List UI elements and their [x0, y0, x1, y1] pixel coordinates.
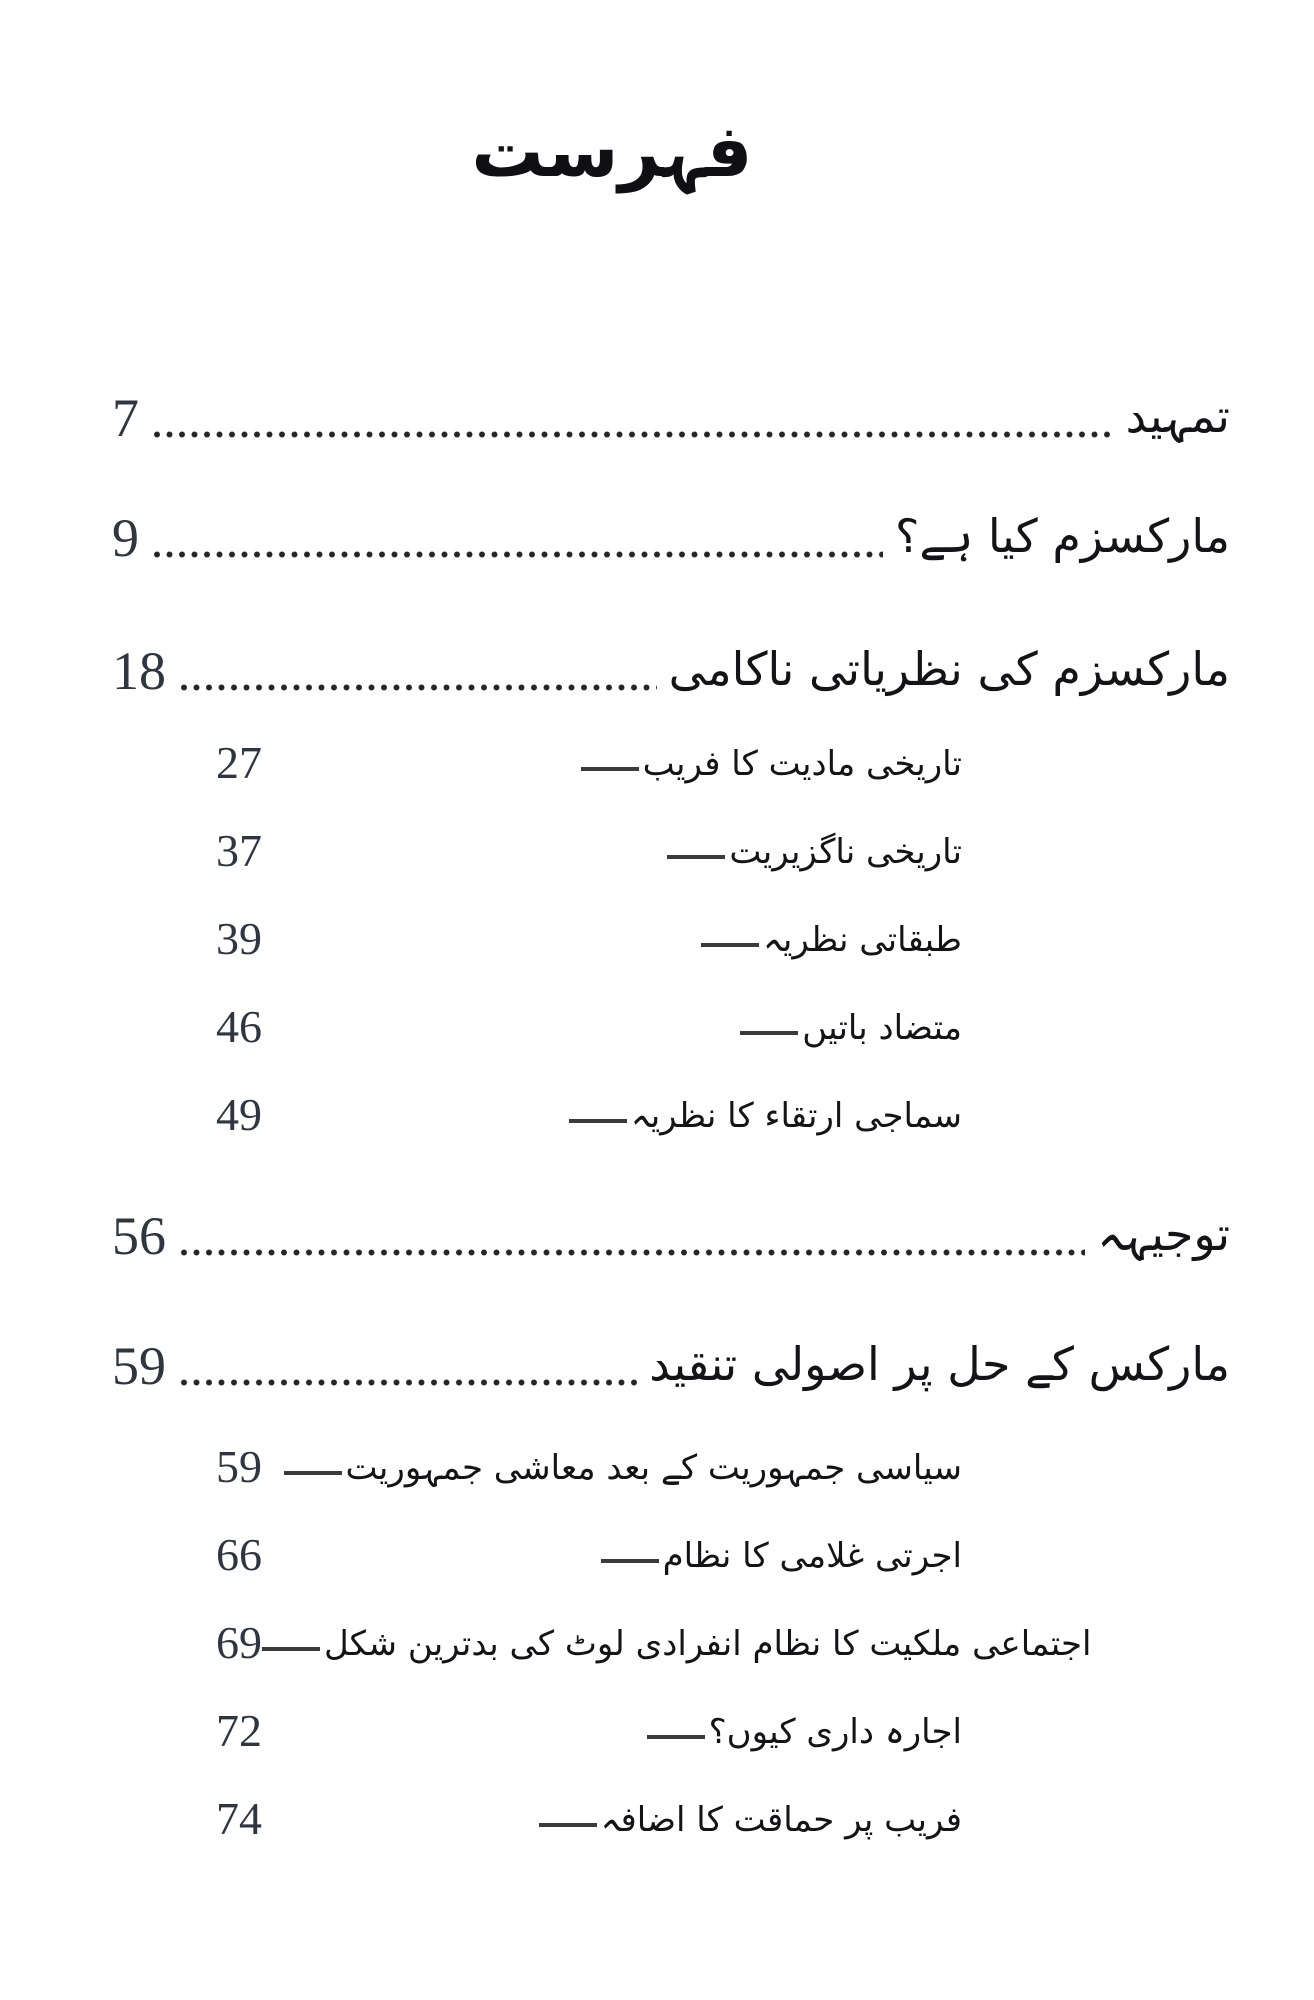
toc-page-number: 7: [112, 388, 139, 448]
toc-entry-label: مارکسزم کی نظریاتی ناکامی: [668, 641, 1230, 696]
toc-entry: [112, 325, 1230, 448]
toc-page-number: 72: [216, 1705, 262, 1756]
toc-entry: [112, 1143, 1230, 1266]
toc-subentry: [112, 1050, 1230, 1138]
toc-subentry: [112, 1578, 1230, 1666]
toc-entry-label: فریب پر حماقت کا اضافہ: [600, 1799, 962, 1840]
toc-subentry: [112, 698, 1230, 786]
toc-subentry: [112, 874, 1230, 962]
toc-page-number: 59: [216, 1441, 262, 1492]
toc-page-number: 18: [112, 641, 166, 701]
dash-marker: [667, 855, 725, 859]
toc-entry-label: توجیہہ: [1097, 1206, 1230, 1261]
toc-page-number: 56: [112, 1206, 166, 1266]
toc-entry-label: تاریخی ناگزیریت: [729, 831, 962, 872]
toc-entry-label: تاریخی مادیت کا فریب: [642, 743, 962, 784]
toc-subentry: [112, 1402, 1230, 1490]
dash-marker: [701, 943, 759, 947]
toc-entry: [112, 1273, 1230, 1396]
toc-entry-label: متضاد باتیں: [802, 1007, 962, 1048]
toc-subentry: [112, 786, 1230, 874]
toc-page-number: 27: [216, 737, 262, 788]
toc-page-number: 37: [216, 825, 262, 876]
toc-entry: [112, 445, 1230, 568]
toc-page-number: 39: [216, 913, 262, 964]
page-title: فہرست: [471, 109, 753, 193]
dash-marker: [601, 1559, 659, 1563]
toc-page-number: 74: [216, 1793, 262, 1844]
toc-page-number: 59: [112, 1336, 166, 1396]
dash-marker: [647, 1735, 705, 1739]
toc-subentry: [112, 1754, 1230, 1842]
dash-marker: [740, 1031, 798, 1035]
toc-subentry: [112, 962, 1230, 1050]
dotted-leader: [180, 683, 657, 692]
toc-page-number: 46: [216, 1001, 262, 1052]
toc-entry-label: طبقاتی نظریہ: [763, 919, 962, 960]
toc-page-number: 9: [112, 508, 139, 568]
dash-marker: [262, 1647, 320, 1651]
toc-entry-label: مارکسزم کیا ہے؟: [894, 508, 1230, 563]
dotted-leader: [180, 1248, 1085, 1257]
toc-entry-label: اجارہ داری کیوں؟: [708, 1711, 962, 1752]
toc-entry: [112, 578, 1230, 701]
dotted-leader: [180, 1378, 637, 1387]
dash-marker: [284, 1471, 342, 1475]
dash-marker: [539, 1823, 597, 1827]
toc-entry-label: اجرتی غلامی کا نظام: [662, 1535, 962, 1576]
toc-page-number: 49: [216, 1089, 262, 1140]
toc-entry-label: تمہید: [1125, 388, 1230, 443]
dotted-leader: [153, 550, 883, 559]
toc-entry-label: مارکس کے حل پر اصولی تنقید: [649, 1336, 1230, 1391]
dash-marker: [581, 767, 639, 771]
dash-marker: [569, 1119, 627, 1123]
toc-page-number: 69: [216, 1617, 262, 1668]
toc-subentry: [112, 1666, 1230, 1754]
toc-entry-label: اجتماعی ملکیت کا نظام انفرادی لوٹ کی بدترین شکل: [324, 1623, 1092, 1664]
table-of-contents: [0, 325, 1314, 1842]
toc-entry-label: سماجی ارتقاء کا نظریہ: [630, 1095, 962, 1136]
toc-subentry: [112, 1490, 1230, 1578]
toc-entry-label: سیاسی جمہوریت کے بعد معاشی جمہوریت: [345, 1447, 962, 1488]
toc-page-number: 66: [216, 1529, 262, 1580]
dotted-leader: [153, 430, 1114, 439]
